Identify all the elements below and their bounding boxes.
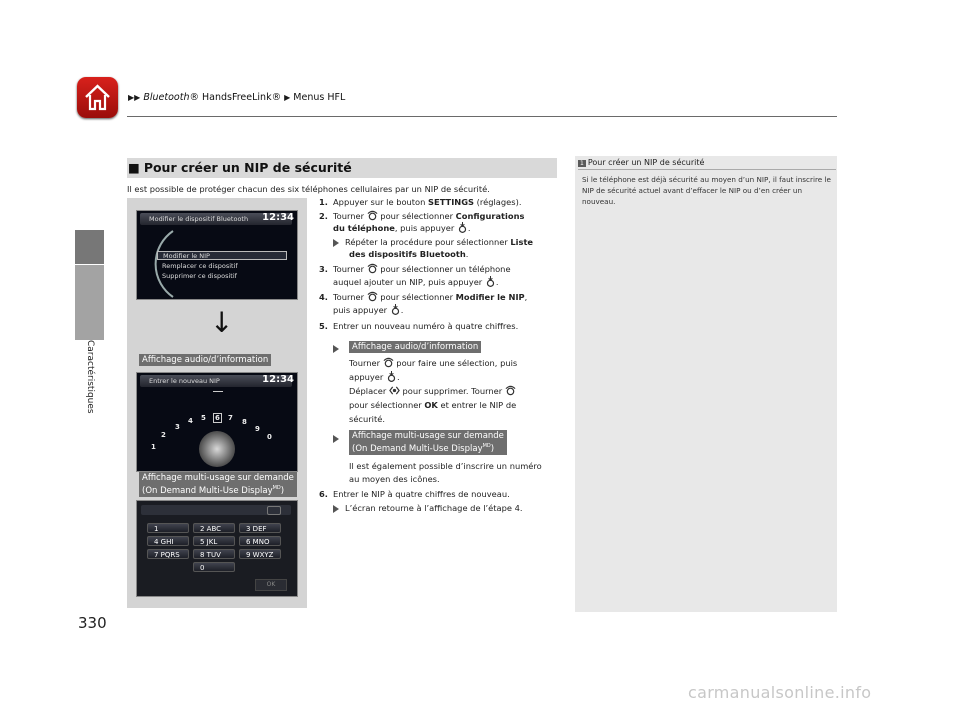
step-2-substep: Répéter la procédure pour sélectionner Liste	[333, 236, 533, 248]
interface-dial-icon	[505, 385, 516, 396]
step-4: 4. Tourner pour sélectionner Modifier le NIP,	[319, 292, 528, 302]
odmd-instruction-2: au moyen des icônes.	[349, 474, 440, 484]
step-6-substep: L’écran retourne à l’affichage de l’étape 4.	[333, 502, 523, 514]
caption-odmd	[139, 472, 297, 497]
keypad-key-2[interactable]: 2 ABC	[193, 523, 235, 533]
menu-item-change-pin[interactable]: Modifier le NIP	[157, 251, 287, 260]
audio-instruction-4: pour sélectionner OK et entrer le NIP de	[349, 400, 517, 410]
inline-caption-odmd-line1: Affichage multi-usage sur demande	[352, 431, 504, 441]
breadcrumb-item-bluetooth[interactable]: Bluetooth	[143, 92, 190, 103]
step-6: 6. Entrer le NIP à quatre chiffres de nouveau.	[319, 489, 510, 499]
home-button[interactable]	[77, 77, 118, 118]
breadcrumb-arrow-icon: ▶▶	[128, 93, 141, 102]
move-dial-icon	[389, 385, 400, 396]
inline-caption-odmd-line2: (On Demand Multi-Use Display$^{MD}$)	[352, 443, 495, 454]
header-divider	[127, 116, 837, 117]
inline-caption-odmd	[349, 430, 507, 455]
home-icon	[83, 83, 112, 112]
keypad-key-0[interactable]: 0	[193, 562, 235, 572]
note-badge: 1	[580, 160, 584, 167]
audio-instruction-2: appuyer .	[349, 372, 400, 382]
step-3: 3. Tourner pour sélectionner un téléphone	[319, 264, 511, 274]
dial-digit[interactable]: 3	[175, 423, 180, 431]
screen-title: Entrer le nouveau NIP	[140, 375, 292, 387]
keypad-key-1[interactable]: 1	[147, 523, 189, 533]
dial-digit[interactable]: 9	[255, 425, 260, 433]
caption-odmd-line1: Affichage multi-usage sur demande	[142, 473, 294, 483]
breadcrumb-arrow-icon: ▶	[284, 93, 291, 102]
interface-dial-icon	[367, 210, 378, 221]
note-divider	[578, 169, 836, 170]
breadcrumb	[128, 92, 345, 103]
keypad-key-8[interactable]: 8 TUV	[193, 549, 235, 559]
substep-arrow-icon	[333, 239, 339, 247]
interface-dial-icon	[367, 263, 378, 274]
dial-digit[interactable]: 7	[228, 414, 233, 422]
side-tab-marker-light	[75, 265, 104, 340]
keypad-key-5[interactable]: 5 JKL	[193, 536, 235, 546]
dial-digit[interactable]: 0	[267, 433, 272, 441]
down-arrow-icon: ↓	[210, 306, 234, 339]
step-1: 1. Appuyer sur le bouton SETTINGS (réglages).	[319, 197, 522, 207]
dial-digit[interactable]: 8	[242, 418, 247, 426]
keypad-key-7[interactable]: 7 PQRS	[147, 549, 189, 559]
keypad-key-6[interactable]: 6 MNO	[239, 536, 281, 546]
press-dial-icon	[386, 371, 397, 382]
keypad-ok-button[interactable]: OK	[255, 579, 287, 591]
step-2-substep-cont: des dispositifs Bluetooth.	[349, 249, 469, 259]
step-3-cont: auquel ajouter un NIP, puis appuyer .	[333, 277, 499, 287]
page-number: 330	[78, 614, 107, 632]
step-4-cont: puis appuyer .	[333, 305, 404, 315]
dial-digit-selected[interactable]: 6	[215, 414, 220, 422]
screen-clock: 12:34	[262, 374, 294, 385]
substep-arrow-icon	[333, 435, 339, 443]
screen-clock: 12:34	[262, 212, 294, 223]
press-dial-icon	[457, 222, 468, 233]
keypad-key-9[interactable]: 9 WXYZ	[239, 549, 281, 559]
interface-dial-icon	[367, 291, 378, 302]
audio-instruction-3: Déplacer pour supprimer. Tourner	[349, 385, 516, 397]
caption-odmd-line2: (On Demand Multi-Use Display$^{MD}$)	[142, 485, 285, 496]
screen-title: Modifier le dispositif Bluetooth	[140, 213, 292, 225]
screen-enter-new-pin	[136, 372, 298, 472]
audio-instruction-1: Tourner pour faire une sélection, puis	[349, 358, 518, 368]
dial-digit[interactable]: 2	[161, 431, 166, 439]
substep-arrow-icon	[333, 345, 339, 353]
odmd-marker	[333, 432, 345, 444]
inline-caption-audio: Affichage audio/d’information	[349, 341, 481, 353]
intro-text: Il est possible de protéger chacun des six téléphones cellulaires par un NIP de sécurité.	[127, 184, 490, 194]
note-panel	[575, 156, 837, 612]
step-5: 5. Entrer un nouveau numéro à quatre chiffres.	[319, 321, 519, 331]
watermark: carmanualsonline.info	[688, 683, 872, 702]
keypad-key-4[interactable]: 4 GHI	[147, 536, 189, 546]
note-title: 1 Pour créer un NIP de sécurité	[580, 158, 705, 167]
breadcrumb-item-handsfreelink[interactable]: ® HandsFreeLink®	[189, 92, 282, 103]
substep-arrow-icon	[333, 505, 339, 513]
keypad-key-3[interactable]: 3 DEF	[239, 523, 281, 533]
dial-digit[interactable]: 5	[201, 414, 206, 422]
press-dial-icon	[390, 304, 401, 315]
odmd-instruction-1: Il est également possible d’inscrire un numéro	[349, 461, 542, 471]
step-2-cont: du téléphone, puis appuyer .	[333, 223, 471, 233]
interface-dial-icon	[383, 357, 394, 368]
side-chapter-label: Caractéristiques	[85, 340, 95, 414]
dial-digit[interactable]: 1	[151, 443, 156, 451]
dial-digit[interactable]: 4	[188, 417, 193, 425]
breadcrumb-item-menus[interactable]: Menus HFL	[293, 92, 346, 103]
press-dial-icon	[485, 276, 496, 287]
menu-item-replace-device[interactable]: Remplacer ce dispositif	[162, 262, 238, 270]
side-tab-marker	[75, 230, 104, 264]
audio-display-marker	[333, 342, 345, 354]
dial-knob-icon	[199, 431, 235, 467]
menu-item-delete-device[interactable]: Supprimer ce dispositif	[162, 272, 237, 280]
screen-modify-device	[136, 210, 298, 300]
step-2: 2. Tourner pour sélectionner Configurations	[319, 211, 525, 221]
delete-key[interactable]	[267, 506, 281, 515]
caption-audio-display: Affichage audio/d’information	[139, 354, 271, 366]
pin-entry-cursor	[213, 391, 223, 392]
note-text: Si le téléphone est déjà sécurité au moyen d’un NIP, il faut inscrire le NIP de sécurité actuel avant d’effacer le NIP ou d’en créer un nouveau.	[582, 175, 831, 206]
audio-instruction-5: sécurité.	[349, 414, 385, 424]
section-title: ■ Pour créer un NIP de sécurité	[128, 160, 352, 175]
screen-keypad	[136, 500, 298, 597]
